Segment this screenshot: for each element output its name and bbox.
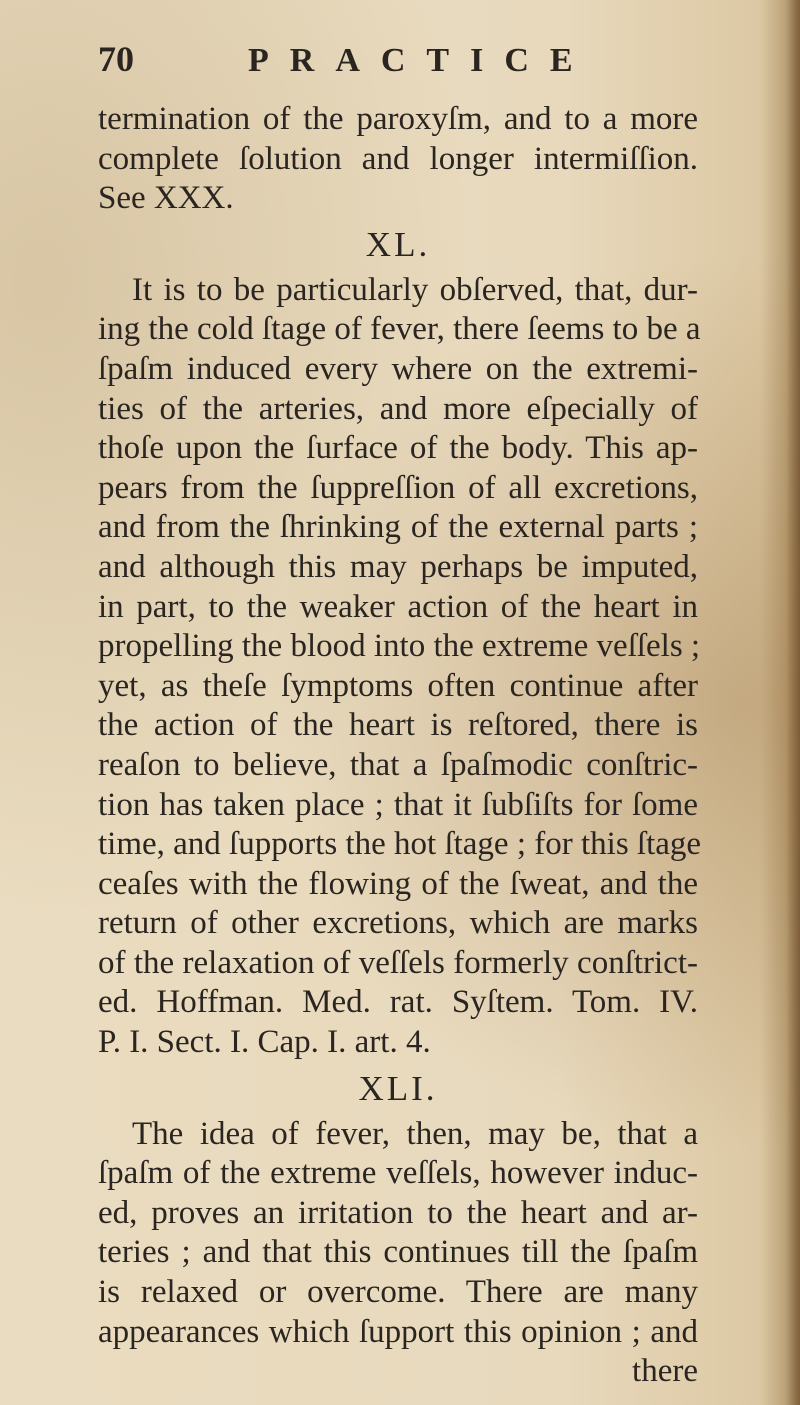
text-line: return of other excretions, which are marks: [98, 905, 698, 942]
text-line: thoſe upon the ſurface of the body. This ap-: [98, 430, 698, 467]
text-line: ed. Hoffman. Med. rat. Syſtem. Tom. IV.: [98, 984, 698, 1021]
text-line: reaſon to believe, that a ſpaſmodic conſtric-: [98, 746, 698, 783]
text-line: P. I. Sect. I. Cap. I. art. 4.: [98, 1024, 431, 1061]
text-line: ſpaſm of the extreme veſſels, however induc-: [98, 1155, 698, 1192]
text-line: appearances which ſupport this opinion ; and: [98, 1313, 698, 1350]
text-line: ing the cold ſtage of fever, there ſeems to be a: [98, 311, 701, 348]
text-line: ties of the arteries, and more eſpecially of: [98, 390, 698, 427]
text-line: teries ; and that this continues till the ſpaſm: [98, 1234, 698, 1271]
text-line: termination of the paroxyſm, and to a more: [98, 101, 698, 137]
section-heading: XL.: [365, 224, 431, 264]
text-line: ſpaſm induced every where on the extremi-: [98, 350, 698, 387]
text-line: time, and ſupports the hot ſtage ; for this ſtage: [98, 826, 702, 863]
text-line: propelling the blood into the extreme veſſels ;: [98, 628, 701, 665]
text-line: The idea of fever, then, may be, that a: [132, 1115, 698, 1152]
catchword: there: [632, 1353, 698, 1390]
text-line: is relaxed or overcome. There are many: [98, 1274, 698, 1311]
text-line: and although this may perhaps be imputed,: [98, 548, 698, 585]
text-line: the action of the heart is reſtored, there is: [98, 707, 698, 744]
text-line: pears from the ſuppreſſion of all excretions,: [98, 469, 698, 506]
page-header: [98, 38, 658, 98]
text-line: in part, to the weaker action of the heart in: [98, 588, 698, 625]
body-text: [98, 100, 702, 1392]
running-title: PRACTICE: [248, 42, 594, 79]
text-line: It is to be particularly obſerved, that, dur-: [132, 271, 698, 308]
section-heading: XLI.: [358, 1068, 438, 1108]
text-line: See XXX.: [98, 180, 234, 217]
text-line: ed, proves an irritation to the heart and ar-: [98, 1194, 698, 1231]
text-line: and from the ſhrinking of the external parts ;: [98, 509, 698, 546]
page-edge-shadow: [786, 0, 800, 1405]
page-number: 70: [98, 39, 134, 79]
text-line: yet, as theſe ſymptoms often continue after: [98, 667, 698, 704]
text-line: complete ſolution and longer intermiſſion.: [98, 140, 698, 177]
text-line: ceaſes with the flowing of the ſweat, and the: [98, 865, 698, 902]
text-line: tion has taken place ; that it ſubſiſts for ſome: [98, 786, 698, 823]
text-line: of the relaxation of veſſels formerly conſtrict-: [98, 944, 698, 981]
